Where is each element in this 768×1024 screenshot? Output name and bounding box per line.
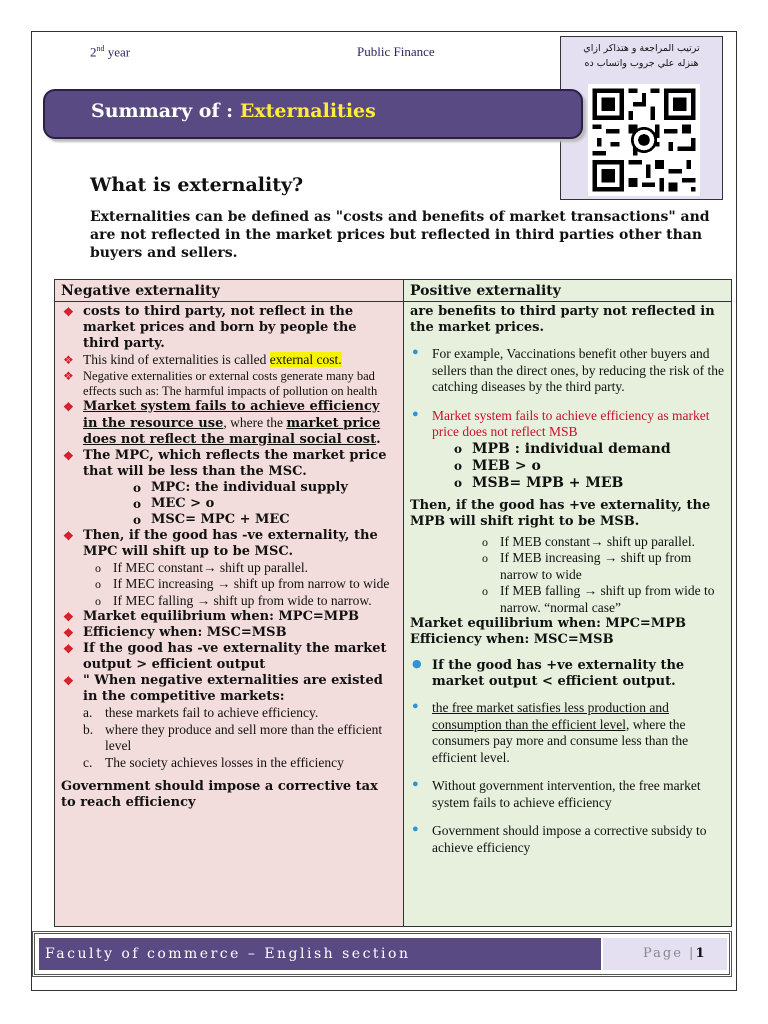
list-item: ● Without government intervention, the free market system fails to achieve efficiency <box>410 778 725 811</box>
sub-item: o If MEB increasing → shift up from narrow to wide <box>500 550 725 583</box>
subject-label: Public Finance <box>357 44 435 59</box>
list-item: Then, if the good has +ve externality, the MPB will shift right to be MSB. <box>410 497 711 529</box>
list-item: ❖ Efficiency when: MSC=MSB <box>61 625 397 641</box>
list-item: ❖ Market system fails to achieve efficiency in the resource use, where the market price does not reflect the marginal social cost. <box>61 399 397 448</box>
comparison-table <box>54 279 732 927</box>
sub-item: o MEB > o <box>472 458 725 475</box>
positive-column <box>404 280 731 926</box>
qr-code-icon[interactable] <box>588 84 700 196</box>
list-item: ❖ costs to third party, not reflect in the market prices and born by people the third party. <box>61 304 397 352</box>
list-item: ❖ If the good has -ve externality the market output > efficient output <box>61 641 397 673</box>
list-item: ● If the good has +ve externality the market output < efficient output. <box>410 658 725 690</box>
sub-item: o MSB= MPB + MEB <box>472 475 725 492</box>
sub-item: o MPB : individual demand <box>472 441 725 458</box>
qr-box <box>560 36 723 200</box>
footer-label: Faculty of commerce – English section <box>39 938 601 970</box>
closing-statement: Government should impose a corrective tax to reach efficiency <box>61 779 378 810</box>
sub-item: o If MEC falling → shift up from wide to narrow. <box>113 593 397 610</box>
sub-item: o If MEC constant→ shift up parallel. <box>113 560 397 577</box>
sub-item: o If MEB falling → shift up from wide to narrow. “normal case” <box>500 583 725 616</box>
sub-item: o If MEB constant→ shift up parallel. <box>500 534 725 551</box>
page-footer <box>32 931 732 977</box>
list-item: ❖ The MPC, which reflects the market price that will be less than the MSC. <box>61 448 397 480</box>
lettered-item: a. these markets fail to achieve efficiency. <box>83 705 319 720</box>
negative-column <box>55 280 404 926</box>
list-item: are benefits to third party not reflected in the market prices. <box>410 304 715 335</box>
section-heading: What is externality? <box>90 174 304 196</box>
list-item: ❖ This kind of externalities is called external cost. <box>61 352 397 369</box>
list-item: ❖ " When negative externalities are existed in the competitive markets: <box>61 673 397 705</box>
list-item: ● Market system fails to achieve efficiency as market price does not reflect MSB <box>410 408 725 441</box>
definition-paragraph: Externalities can be defined as "costs and benefits of market transactions" and are not reflected in the market prices but reflected in third parties other than buyers and sellers. <box>90 209 710 261</box>
positive-heading: Positive externality <box>404 280 731 302</box>
sub-item: o MEC > o <box>151 496 397 512</box>
page-number: Page |1 <box>603 938 727 970</box>
sub-item: o MSC= MPC + MEC <box>151 512 397 528</box>
list-item: ● For example, Vaccinations benefit other buyers and sellers than the direct ones, by reducing the risk of the catching diseases by the third party. <box>410 346 725 396</box>
sub-item: o If MEC increasing → shift up from narrow to wide <box>113 576 397 593</box>
list-item: ❖ Negative externalities or external costs generate many bad effects such as: The harmful impacts of pollution on health <box>61 369 397 399</box>
sub-item: o MPC: the individual supply <box>151 480 397 496</box>
list-item: Efficiency when: MSC=MSB <box>410 632 614 647</box>
list-item: ❖ Then, if the good has -ve externality, the MPC will shift up to be MSC. <box>61 528 397 560</box>
lettered-item: c. The society achieves losses in the efficiency <box>83 754 344 770</box>
page-title: Summary of : Externalities <box>91 100 376 122</box>
list-item: ❖ Market equilibrium when: MPC=MPB <box>61 609 397 625</box>
lettered-item: b. where they produce and sell more than the efficient level <box>83 721 383 753</box>
negative-heading: Negative externality <box>55 280 403 302</box>
qr-caption: ترتيب المراجعة و هتذاكر ازاي هنزله علي جروب واتساب ده <box>583 43 700 69</box>
list-item: Market equilibrium when: MPC=MPB <box>410 616 686 631</box>
title-banner <box>43 89 583 139</box>
list-item: ● the free market satisfies less production and consumption than the efficient level, where the consumers pay more and consume less than the efficient level. <box>410 700 725 766</box>
list-item: ● Government should impose a corrective subsidy to achieve efficiency <box>410 823 725 856</box>
year-label: 2nd year <box>90 44 131 60</box>
